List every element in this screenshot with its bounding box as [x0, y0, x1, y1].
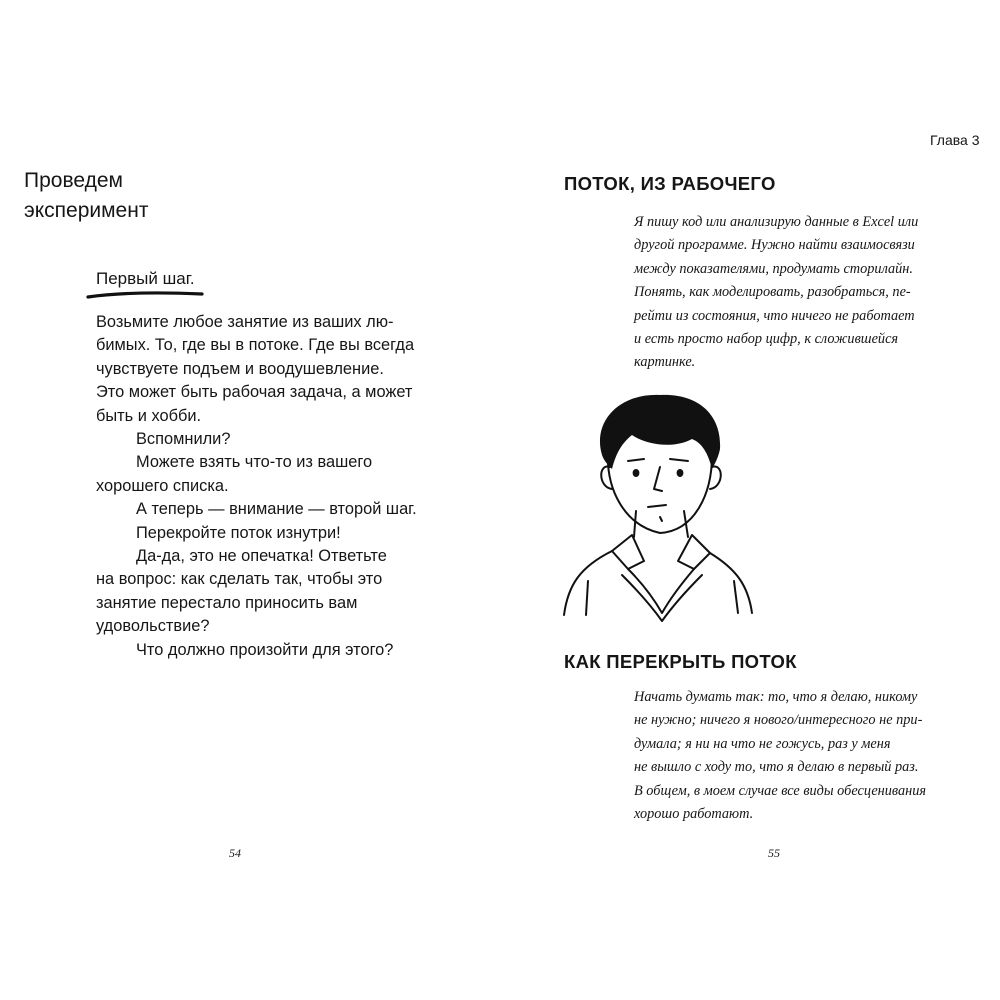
section-title-line: Проведем [24, 169, 123, 192]
body-line: занятие перестало приносить вам [96, 593, 358, 612]
body-line: удовольствие? [96, 617, 210, 636]
man-portrait-icon [562, 385, 762, 625]
body-text [96, 311, 466, 662]
page-number: 54 [229, 846, 241, 860]
quote-line: картинке. [634, 354, 696, 371]
quote-line: В общем, в моем случае все виды обесценивания [634, 782, 927, 799]
step-title: Первый шаг. [96, 269, 195, 288]
quote-line: между показателями, продумать сторилайн. [634, 260, 913, 277]
body-line: чувствуете подъем и воодушевление. [96, 359, 384, 378]
body-line: быть и хобби. [96, 406, 202, 425]
body-line: Можете взять что-то из вашего [136, 453, 373, 472]
quote-line: хорошо работают. [634, 806, 754, 823]
body-line: Вспомнили? [136, 430, 231, 449]
quote-line: не нужно; ничего я нового/интересного не при- [634, 712, 923, 729]
body-line: Перекройте поток изнутри! [136, 523, 341, 542]
quote-line: думала; я ни на что не гожусь, раз у меня [634, 735, 891, 752]
body-line: Это может быть рабочая задача, а может [96, 383, 413, 402]
section-title-line: эксперимент [24, 199, 149, 222]
quote-line: другой программе. Нужно найти взаимосвязи [634, 237, 915, 254]
quote-line: рейти из состояния, что ничего не работает [634, 307, 915, 324]
right-page [500, 0, 1000, 1000]
quote-line: и есть просто набор цифр, к сложившейся [634, 331, 899, 348]
quote-line: Я пишу код или анализирую данные в Excel или [634, 214, 919, 230]
step-underline [86, 289, 206, 301]
section-title [24, 166, 148, 226]
body-line: Что должно произойти для этого? [136, 640, 394, 659]
body-line: А теперь — внимание — второй шаг. [136, 500, 417, 519]
quote-line: Понять, как моделировать, разобраться, пе- [634, 284, 911, 301]
body-line: хорошего списка. [96, 476, 229, 495]
running-head: Глава 3 [930, 132, 980, 148]
quote-line: Начать думать так: то, что я делаю, никому [634, 689, 918, 705]
body-line: Возьмите любое занятие из ваших лю- [96, 313, 394, 331]
quote-line: не вышло с ходу то, что я делаю в первый раз. [634, 759, 919, 776]
heading-flow-from-work: ПОТОК, ИЗ РАБОЧЕГО [564, 173, 776, 194]
quote-block-work [634, 211, 994, 375]
page-number: 55 [768, 846, 780, 860]
body-line: Да-да, это не опечатка! Ответьте [136, 547, 387, 566]
heading-block-the-flow: КАК ПЕРЕКРЫТЬ ПОТОК [564, 651, 797, 672]
body-line: бимых. То, где вы в потоке. Где вы всегда [96, 336, 415, 355]
quote-block-block [634, 686, 994, 826]
body-line: на вопрос: как сделать так, чтобы это [96, 570, 383, 589]
